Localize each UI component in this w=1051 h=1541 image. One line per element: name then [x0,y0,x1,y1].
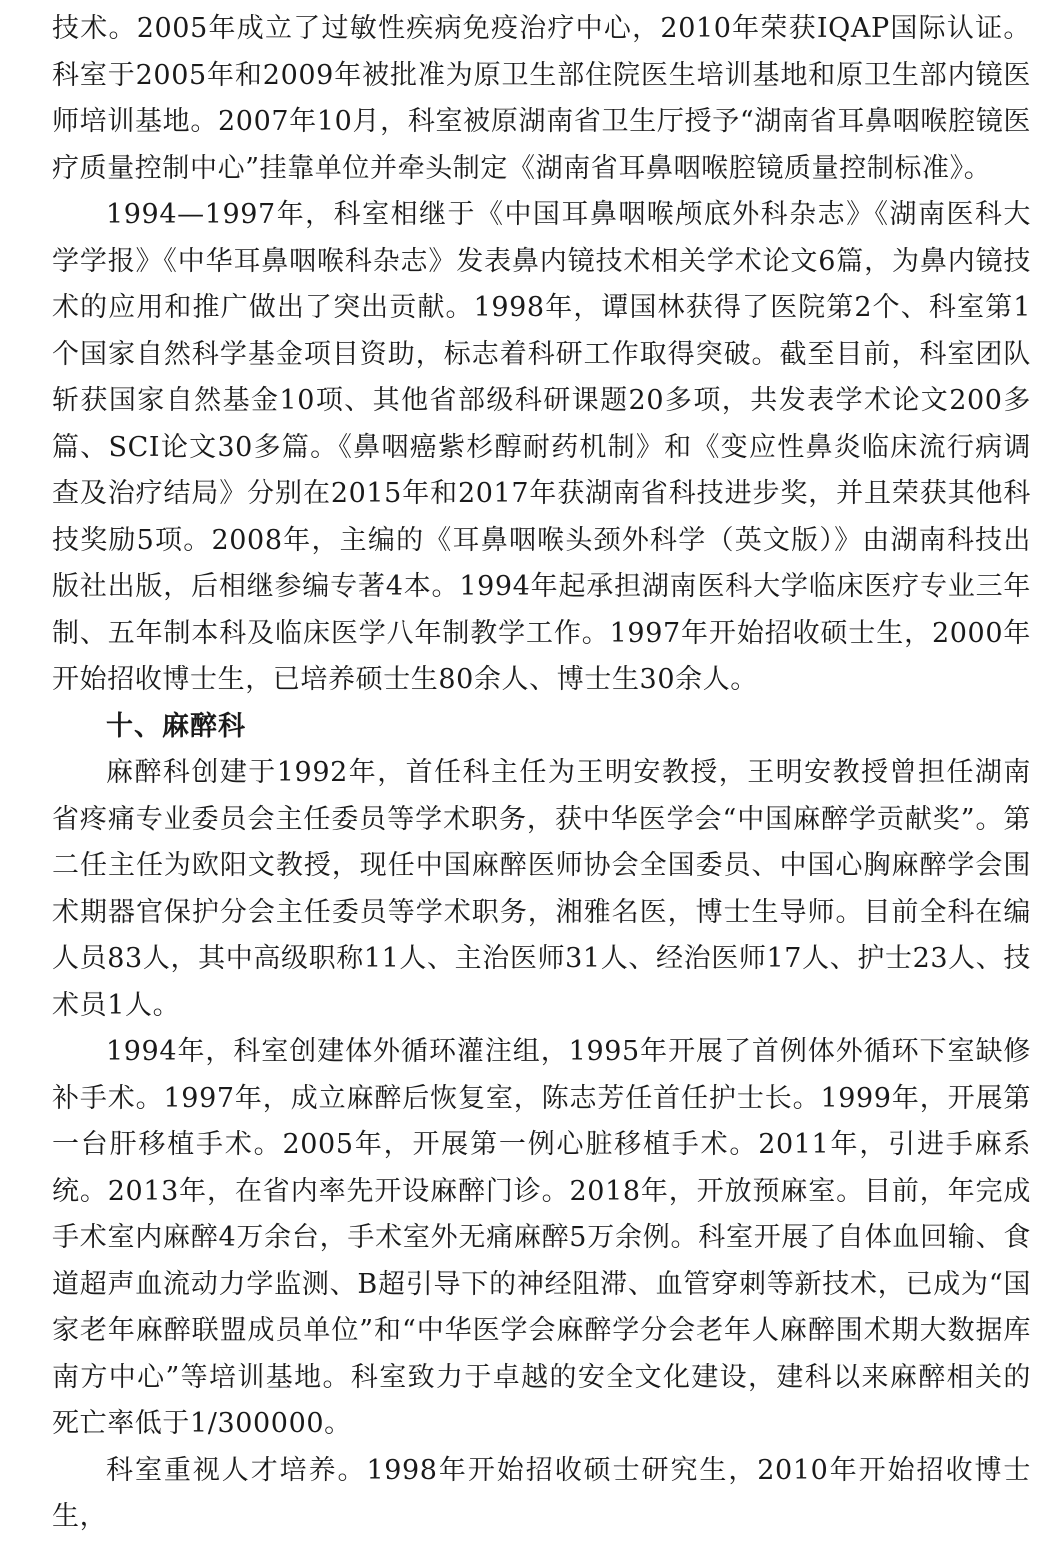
paragraph-talent: 科室重视人才培养。1998年开始招收硕士研究生，2010年开始招收博士生， [52,1454,1031,1532]
paragraph-research: 1994—1997年，科室相继于《中国耳鼻咽喉颅底外科杂志》《湖南医科大学学报》《中华耳鼻咽喉科杂志》发表鼻内镜技术相关学术论文6篇，为鼻内镜技术的应用和推广做出了突出贡献。1998年，谭国林获得了医院第2个、科室第1个国家自然科学基金项目资助，标志着科研工作取得突破。截至目前，科室团队斩获国家自然基金10项、其他省部级科研课题20多项，共发表学术论文200多篇、SCI论文30多篇。《鼻咽癌紫杉醇耐药机制》和《变应性鼻炎临床流行病调查及治疗结局》分别在2015年和2017年获湖南省科技进步奖，并且荣获其他科技奖励5项。2008年，主编的《耳鼻咽喉头颈外科学（英文版）》由湖南科技出版社出版，后相继参编专著4本。1994年起承担湖南医科大学临床医疗专业三年制、五年制本科及临床医学八年制教学工作。1997年开始招收硕士生，2000年开始招收博士生，已培养硕士生80余人、博士生30余人。 [52,199,1031,695]
paragraph-anesthesia-intro: 麻醉科创建于1992年，首任科主任为王明安教授，王明安教授曾担任湖南省疼痛专业委员会主任委员等学术职务，获中华医学会“中国麻醉学贡献奖”。第二任主任为欧阳文教授，现任中国麻醉医师协会全国委员、中国心胸麻醉学会围术期器官保护分会主任委员等学术职务，湘雅名医，博士生导师。目前全科在编人员83人，其中高级职称11人、主治医师31人、经治医师17人、护士23人、技术员1人。 [52,757,1031,1021]
section-heading: 十、麻醉科 [106,710,246,742]
paragraph-anesthesia-history: 1994年，科室创建体外循环灌注组，1995年开展了首例体外循环下室缺修补手术。1997年，成立麻醉后恢复室，陈志芳任首任护士长。1999年，开展第一台肝移植手术。2005年，开展第一例心脏移植手术。2011年，引进手麻系统。2013年，在省内率先开设麻醉门诊。2018年，开放预麻室。目前，年完成手术室内麻醉4万余台，手术室外无痛麻醉5万余例。科室开展了自体血回输、食道超声血流动力学监测、B超引导下的神经阻滞、血管穿刺等新技术，已成为“国家老年麻醉联盟成员单位”和“中华医学会麻醉学分会老年人麻醉围术期大数据库南方中心”等培训基地。科室致力于卓越的安全文化建设，建科以来麻醉相关的死亡率低于1/300000。 [52,1036,1031,1439]
paragraph-continued: 技术。2005年成立了过敏性疾病免疫治疗中心，2010年荣获IQAP国际认证。科室于2005年和2009年被批准为原卫生部住院医生培训基地和原卫生部内镜医师培训基地。2007年10月，科室被原湖南省卫生厅授予“湖南省耳鼻咽喉腔镜医疗质量控制中心”挂靠单位并牵头制定《湖南省耳鼻咽喉腔镜质量控制标准》。 [52,13,1031,184]
